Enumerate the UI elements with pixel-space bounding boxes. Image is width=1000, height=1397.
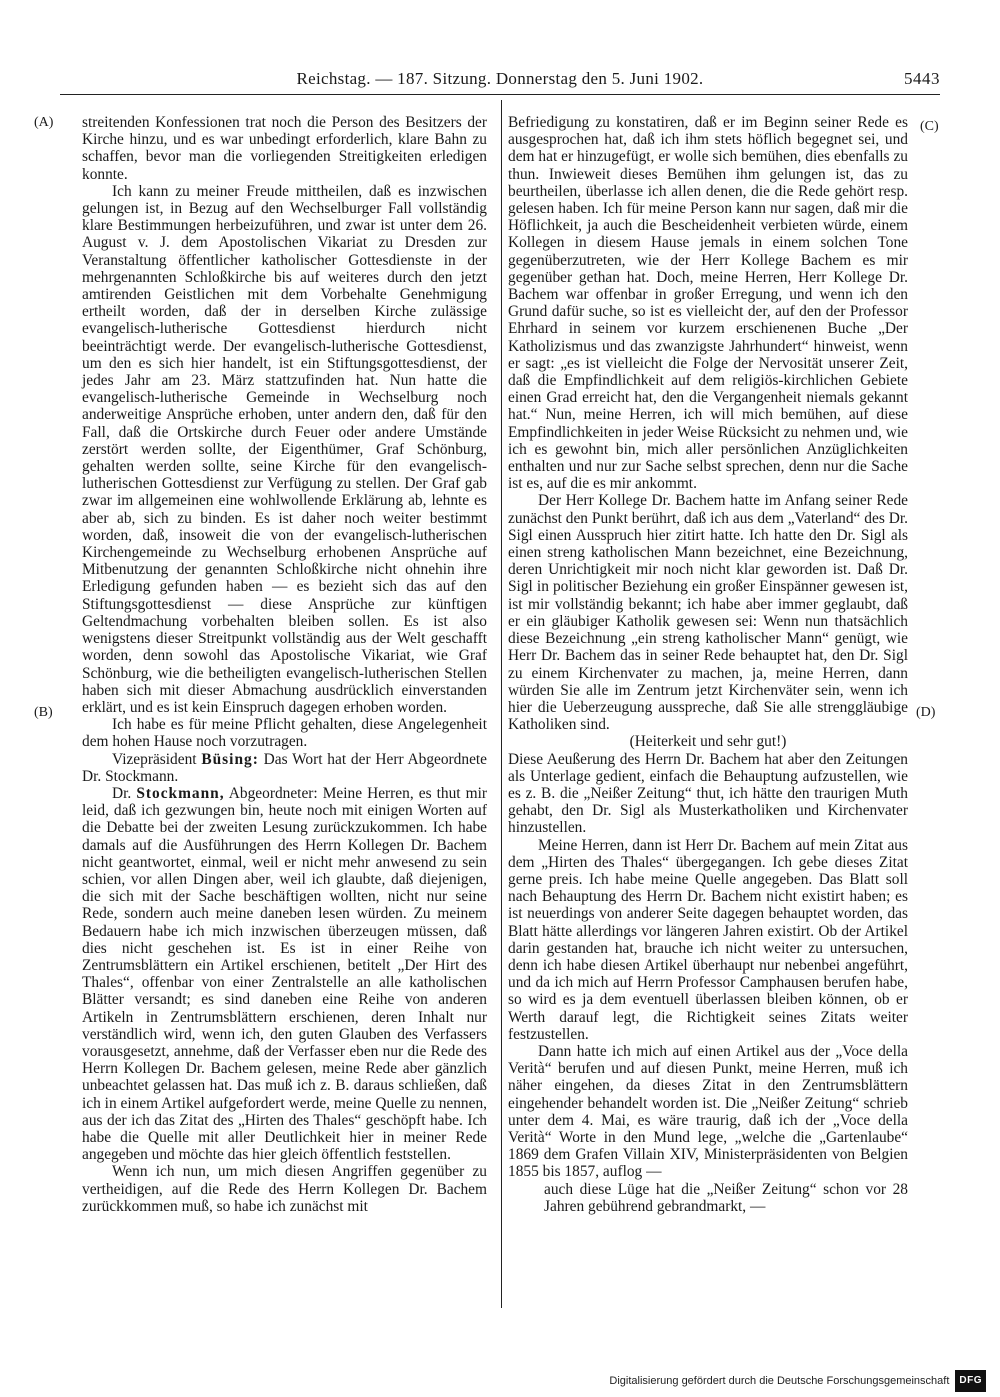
speaker-title: Dr. xyxy=(112,784,137,802)
margin-marker-b: (B) xyxy=(34,705,53,720)
left-column xyxy=(82,114,487,1215)
speech-text: Abgeordneter: Meine Herren, es thut mir leid, daß ich gezwungen bin, heute noch mit einigen Worten auf die Debatte bei der zweiten Lesung zurückzukommen. Ich habe damals auf die Ausführungen des Herrn Kollegen Dr. Bachem nicht geantwortet, einmal, weil er nicht mehr anwesend zu sein schien, vor allen Dingen aber, weil ich glaubte, daß diejenigen, die sich mit der Sache beschäftigen wollten, nicht nur seine Rede, sondern auch meine daneben lesen würden. Zu meinem Bedauern habe ich mich inzwischen überzeugen müssen, daß dies nicht geschehen ist. Es ist in einer Reihe von Zentrumsblättern ein Artikel erschienen, betitelt „Der Hirt des Thales“, offenbar von einer Zentralstelle an alle katholischen Blätter versandt; es sind daneben eine Reihe von anderen Artikeln in Zentrumsblättern erschienen, deren Inhalt nur verständlich wird, wenn ich, den guten Glauben des Verfassers vorausgesetzt, annehme, daß der Verfasser eben nur die Rede des Herrn Kollegen Dr. Bachem gelesen, meine Rede aber gänzlich unbeachtet gelassen hat. Das muß ich z. B. daraus schließen, daß ich in einem Artikel aufgefordert werde, meine Quelle zu nennen, aus der ich das Zitat des „Hirten des Thales“ geschöpft habe. Ich habe die Quelle mit aller Deutlichkeit hier in meiner Rede angegeben und möchte das hier gleich öffentlich feststellen. xyxy=(82,784,487,1164)
interjection: (Heiterkeit und sehr gut!) xyxy=(629,733,787,751)
speaker-paragraph xyxy=(82,785,487,1163)
margin-marker-d: (D) xyxy=(916,705,936,720)
footer-text: Digitalisierung gefördert durch die Deutsche Forschungsgemeinschaft xyxy=(609,1375,950,1387)
speaker-name: Büsing: xyxy=(201,750,259,768)
block-quote: auch diese Lüge hat die „Neißer Zeitung“ schon vor 28 Jahren gebührend gebrandmarkt, — xyxy=(544,1180,908,1215)
paragraph: Ich habe es für meine Pflicht gehalten, diese Angelegenheit dem hohen Hause noch vorzutragen. xyxy=(82,716,487,751)
paragraph: Ich kann zu meiner Freude mittheilen, daß es inzwischen gelungen ist, in Bezug auf den Wechselburger Fall vollständig klare Bestimmungen herbeizuführen, und zwar ist unter dem 26. August v. J. dem Apostolischen Vikariat zu Dresden zur Veranstaltung öffentlicher katholischer Gottesdienste in der mehrgenannten Schloßkirche bis auf weiteres durch den jetzt amtirenden Geistlichen mit dem Vorbehalte Genehmigung ertheilt worden, daß der in derselben Kirche zulässige evangelisch-lutherische Gottesdienst hierdurch nicht beeinträchtigt werde. Der evangelisch-lutherische Gottesdienst, um den es sich hier handelt, ist ein Stiftungsgottesdienst, der jedes Jahr am 23. März stattzufinden hat. Nun hatte die evangelisch-lutherische Gemeinde in Wechselburg noch anderweitige Ansprüche erhoben, unter andern den, daß für den Fall, daß die Ortskirche durch Feuer oder andere Umstände zerstört werden sollte, der Eigenthümer, Graf Schönburg, gehalten werden sollte, seine Kirche für den evangelisch-lutherischen Gottesdienst zur Verfügung zu stellen. Der Graf gab zwar im allgemeinen eine wohlwollende Erklärung ab, lehnte es aber ab, sich zu binden. Es ist daher noch weiter bestimmt worden, daß, insoweit die von der evangelisch-lutherischen Kirchengemeinde zu Wechselburg erhobenen Ansprüche auf Mitbenutzung der genannten Schloßkirche nicht ohnehin ihre Erledigung gefunden haben — es bezieht sich das auf den Stiftungsgottesdienst — diese Ansprüche zur künftigen Geltendmachung vorbehalten bleiben sollen. Es ist also wenigstens dieser Streitpunkt vollständig aus der Welt geschafft worden, denn sowohl das Apostolische Vikariat, wie Graf Schönburg, wie die betheiligten evangelisch-lutherischen Stellen haben sich mit dieser Abmachung ausdrücklich einverstanden erklärt, und es ist kein Einspruch dagegen erhoben worden. xyxy=(82,182,487,716)
speaker-title: Vizepräsident xyxy=(112,750,202,768)
page-number: 5443 xyxy=(904,69,940,88)
paragraph: Diese Aeußerung des Herrn Dr. Bachem hat aber den Zeitungen als Unterlage gedient, einfach die Behauptung aufzustellen, wie es z. B. die „Neißer Zeitung“ thut, ich hätte den traurigen Muth gehabt, den Dr. Sigl als Musterkatholiken und Kirchenvater hinzustellen. xyxy=(508,750,908,837)
running-title: Reichstag. — 187. Sitzung. Donnerstag den 5. Juni 1902. xyxy=(296,69,704,88)
footer xyxy=(609,1371,986,1391)
margin-marker-c: (C) xyxy=(920,119,939,134)
dfg-logo: DFG xyxy=(955,1370,986,1392)
speech-text: Das Wort hat der Herr Abgeordnete Dr. Stockmann. xyxy=(82,750,488,785)
speaker-name: Stockmann, xyxy=(136,784,225,802)
paragraph: Meine Herren, dann ist Herr Dr. Bachem auf mein Zitat aus dem „Hirten des Thales“ übergegangen. Ich gebe dieses Zitat gerne preis. Ich habe meine Quelle angegeben. Das Blatt soll nach Behauptung des Herrn Dr. Bachem nicht existirt haben; es ist neuerdings von anderer Seite dagegen behauptet worden, das Blatt hätte allerdings vor längeren Jahren existirt. Ob der Artikel darin gestanden hat, brauche ich nicht weiter zu untersuchen, denn ich habe diesen Artikel überhaupt nur nebenbei angeführt, und da ich mich auf Herrn Professor Camphausen berufen habe, so wird es ja dem eventuell überlassen bleiben können, ob er Werth darauf legt, die Richtigkeit seines Zitats weiter festzustellen. xyxy=(508,836,908,1043)
speaker-paragraph xyxy=(82,751,487,785)
page-header xyxy=(60,66,940,92)
header-rule xyxy=(60,94,940,95)
column-divider xyxy=(501,100,502,1308)
paragraph: Der Herr Kollege Dr. Bachem hatte im Anfang seiner Rede zunächst den Punkt berührt, daß ich aus dem „Vaterland“ des Dr. Sigl einen Ausspruch hier zitirt hatte. Ich hatte den Dr. Sigl als einen streng katholischen Mann bezeichnet, eine Bezeichnung, deren Unrichtigkeit mir noch nicht klar geworden ist. Daß Dr. Sigl in politischer Beziehung ein großer Einspänner gewesen ist, ist mir vollständig bekannt; ich habe aber immer geglaubt, daß er ein gläubiger Katholik gewesen sei: Wenn nun thatsächlich diese Bezeichnung „ein streng katholischer Mann“ genügt, wie Herr Dr. Bachem das in seiner Rede behauptet hat, den Dr. Sigl zu einem Kirchenvater zu machen, ja, meine Herren, dann würden Sie alle im Zentrum jetzt Kirchenväter sein, wenn ich hier die Ueberzeugung ausspreche, daß Sie alle strenggläubige Katholiken sind. xyxy=(508,492,908,734)
paragraph: Dann hatte ich mich auf einen Artikel aus der „Voce della Verità“ berufen und auf diesen Punkt, meine Herren, muß ich näher eingehen, da dieses Zitat in den Zentrumsblättern eingehender behandelt worden ist. Die „Neißer Zeitung“ schrieb unter dem 4. Mai, es wäre traurig, daß ich der „Voce della Verità“ Worte in den Mund lege, „welche die „Gartenlaube“ 1869 dem Grafen Villain XIV, Ministerpräsidenten von Belgien 1855 bis 1857, auflog — xyxy=(508,1042,908,1181)
margin-marker-a: (A) xyxy=(34,115,54,130)
paragraph: Wenn ich nun, um mich diesen Angriffen gegenüber zu vertheidigen, auf die Rede des Herrn Kollegen Dr. Bachem zurückkommen muß, so habe ich zunächst mit xyxy=(82,1163,487,1215)
paragraph: Befriedigung zu konstatiren, daß er im Beginn seiner Rede es ausgesprochen hat, daß ich ihm stets höflich begegnet sei, und dem hat er hinzugefügt, er wolle sich bemühen, dies ebenfalls zu thun. Inwieweit dieses Bemühen ihm gelungen ist, das zu beurtheilen, überlasse ich allen denen, die die Rede gehört resp. gelesen haben. Ich für meine Person kann nur sagen, daß mir die Höflichkeit, ja auch die Bescheidenheit verbieten würde, einem Kollegen in diesem Hause jemals in einem solchen Tone gegenüberzutreten, wie der Herr Kollege Bachem es mir gegenüber gethan hat. Doch, meine Herren, Herr Kollege Dr. Bachem war offenbar in großer Erregung, und wenn ich den Grund dafür suche, so ist es vielleicht der, auf den der Professor Ehrhard in seinem vor kurzem erschienenen Buche „Der Katholizismus und das zwanzigste Jahrhundert“ hinweist, wenn er sagt: „es ist vielleicht die Folge der Nervosität unserer Zeit, daß die Empfindlichkeit auf dem religiös-kirchlichen Gebiete einen Grad erreicht hat, den die Vergangenheit niemals gekannt hat.“ Nun, meine Herren, ich will mich bemühen, auf diese Empfindlichkeiten in jeder Weise Rücksicht zu nehmen und, wie ich es gewohnt bin, mich aller persönlichen Anzüglichkeiten enthalten und nur zur Sache selbst sprechen, denn nur die Sache ist es, auf die es mir ankommt. xyxy=(508,114,908,493)
right-column xyxy=(508,114,908,1215)
paragraph: streitenden Konfessionen trat noch die Person des Besitzers der Kirche hinzu, und es war unbedingt erforderlich, klare Bahn zu schaffen, bevor man die vorliegenden Streitigkeiten erledigen konnte. xyxy=(82,114,487,183)
